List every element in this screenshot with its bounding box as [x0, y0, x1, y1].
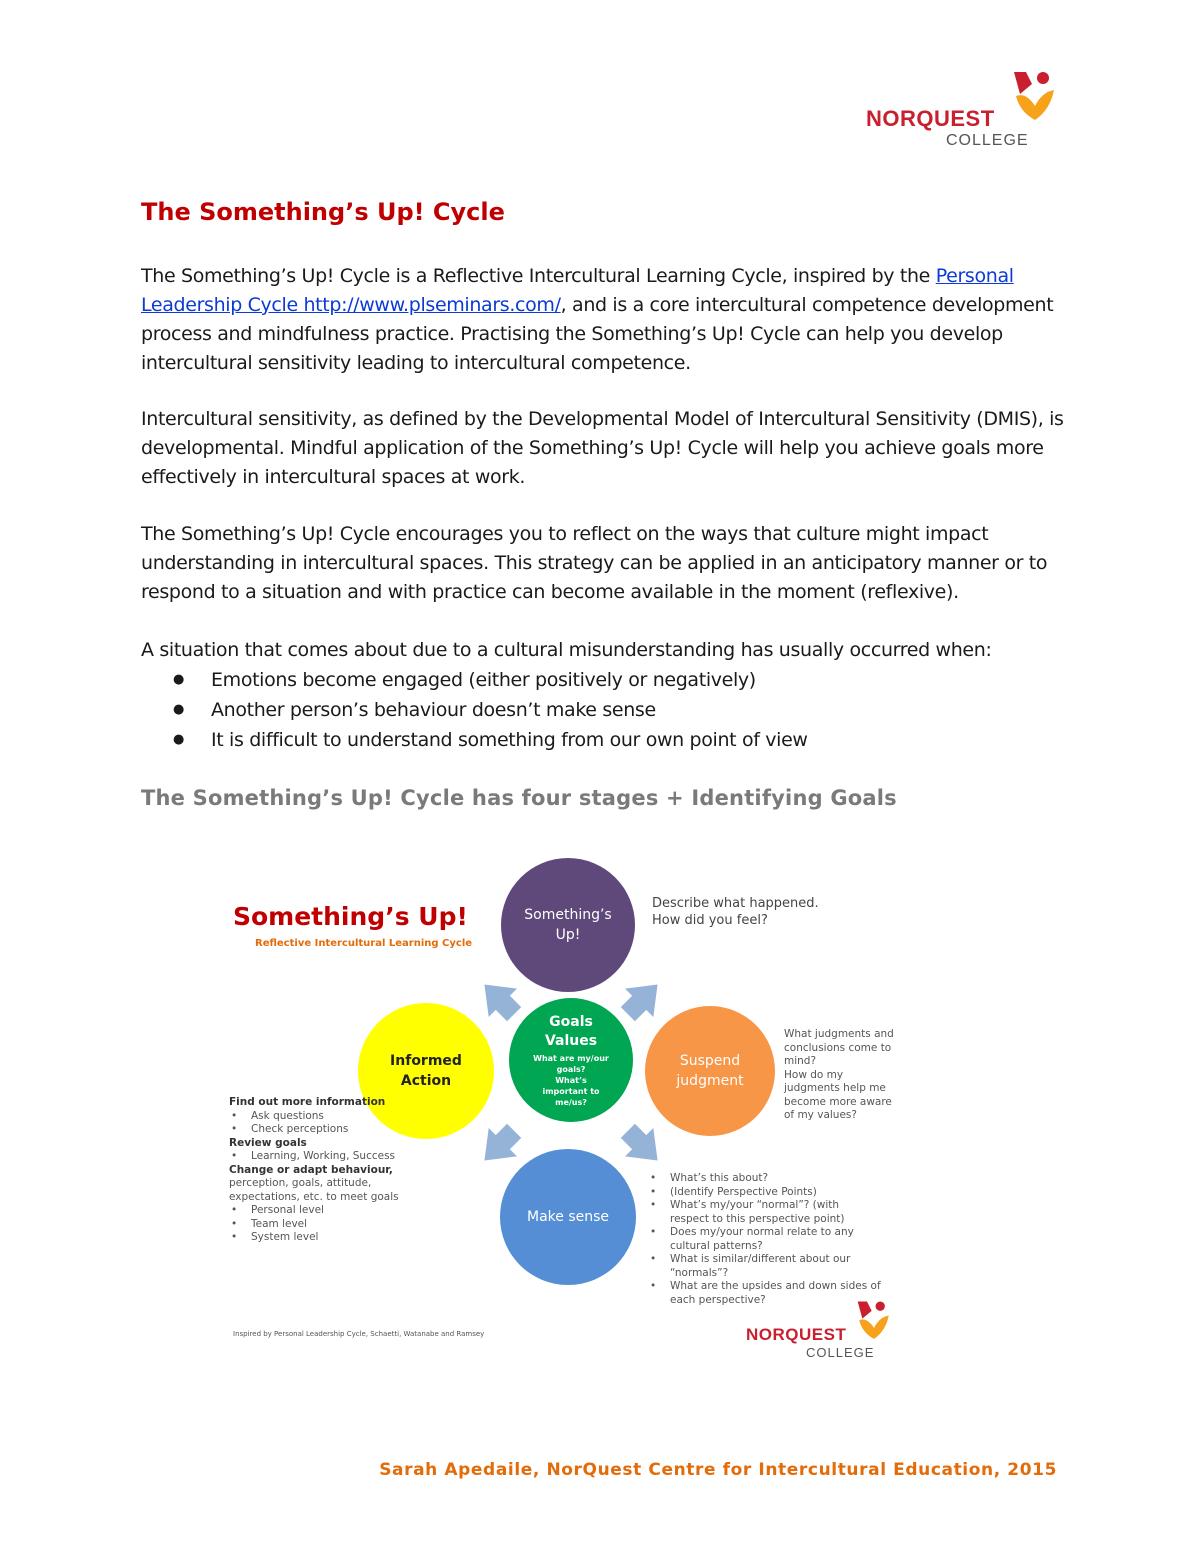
- norquest-logo: [866, 70, 1066, 150]
- stage-label: Suspend judgment: [676, 1053, 744, 1089]
- description-line: respect to this perspective point): [670, 1212, 845, 1225]
- description-line: • Learning, Working, Success: [229, 1150, 399, 1164]
- description-line: What judgments and: [784, 1028, 894, 1040]
- description-line: “normals”?: [670, 1266, 729, 1279]
- description-line: conclusions come to: [784, 1041, 892, 1054]
- arrow-icon: [614, 1117, 670, 1175]
- dmis-text: Intercultural sensitivity, as defined by the Developmental Model of Intercultural Sensitivity (DMIS), is developmental. Mindful application of the Something’s Up! Cycle will help you achieve goals more effectively in intercultural spaces at work.: [141, 408, 1064, 488]
- description-heading: Find out more information: [229, 1096, 386, 1108]
- center-line1: Goals: [549, 1013, 593, 1030]
- stages-heading: The Something’s Up! Cycle has four stages + Identifying Goals: [141, 786, 897, 810]
- description-heading: Review goals: [229, 1136, 307, 1149]
- arrow-icon: [470, 1117, 528, 1175]
- description-line: cultural patterns?: [670, 1239, 763, 1252]
- description-line: • Team level: [229, 1218, 399, 1232]
- description-line: perception, goals, attitude,: [229, 1177, 372, 1189]
- bottom-description: [648, 1172, 881, 1307]
- stage-make-sense: [500, 1149, 636, 1285]
- logo-sub: COLLEGE: [806, 1345, 875, 1360]
- list-item: ● It is difficult to understand something from our own point of view: [141, 725, 1071, 755]
- description-heading: Change or adapt behaviour,: [229, 1163, 393, 1176]
- paragraph-reflect: [141, 520, 1071, 607]
- description-line: • (Identify Perspective Points): [648, 1186, 881, 1200]
- diagram-title: Something’s Up!: [233, 902, 468, 931]
- intro-text-end: , and is a core intercultural competence development process and mindfulness practice. Practising the Something’s Up! Cycle can help you develop intercultural sensitivity leading to intercultural competence.: [141, 294, 1054, 374]
- description-line: • Does my/your normal relate to any: [648, 1226, 881, 1240]
- list-item: ● Another person’s behaviour doesn’t make sense: [141, 695, 1071, 725]
- description-line: • Check perceptions: [229, 1123, 399, 1137]
- logo-sub: COLLEGE: [946, 132, 1029, 149]
- description-line: • Personal level: [229, 1204, 399, 1218]
- description-line: • What’s my/your “normal”? (with: [648, 1199, 881, 1213]
- description-line: How do my: [784, 1068, 844, 1081]
- center-question: What’s important to me/us?: [542, 1075, 600, 1107]
- stage-label: Make sense: [526, 1209, 610, 1225]
- left-description: [229, 1096, 399, 1245]
- stage-label: Something’s Up!: [524, 907, 612, 943]
- page-title: The Something’s Up! Cycle: [141, 198, 505, 226]
- arrow-icon: [470, 970, 528, 1028]
- center-line2: Values: [544, 1032, 598, 1049]
- description-line: of my values?: [784, 1109, 857, 1121]
- arrow-icon: [614, 970, 670, 1028]
- reflect-text: The Something’s Up! Cycle encourages you to reflect on the ways that culture might impact understanding in intercultural spaces. This strategy can be applied in an anticipatory manner or to respond to a situation and with practice can become available in the moment (reflexive).: [141, 523, 1048, 603]
- logo-name: NORQUEST: [746, 1325, 847, 1344]
- right-description: [784, 1028, 894, 1123]
- center-question: What are my/our goals?: [533, 1053, 609, 1074]
- cycle-diagram: [0, 850, 1200, 1370]
- stage-label: Informed Action: [390, 1053, 462, 1089]
- diagram-logo: [746, 1300, 896, 1360]
- diagram-credit: Inspired by Personal Leadership Cycle, Schaetti, Watanabe and Ramsey: [233, 1330, 485, 1338]
- logo-mark-icon: [856, 1300, 892, 1342]
- description-line: Describe what happened.: [652, 896, 819, 911]
- situation-text: A situation that comes about due to a cultural misunderstanding has usually occurred when:: [141, 639, 992, 661]
- description-line: • What is similar/different about our: [648, 1253, 881, 1267]
- stage-goals-values: [509, 998, 633, 1122]
- description-line: become more aware: [784, 1095, 892, 1108]
- intro-text-start: The Something’s Up! Cycle is a Reflective Intercultural Learning Cycle, inspired by the: [141, 265, 936, 287]
- stage-suspend-judgment: [645, 1006, 775, 1136]
- description-line: judgments help me: [784, 1082, 886, 1094]
- logo-mark-icon: [1012, 70, 1058, 124]
- paragraph-situation: [141, 636, 1071, 755]
- bullet-list: [141, 665, 1071, 755]
- top-description: [652, 895, 819, 929]
- footer-credit: Sarah Apedaile, NorQuest Centre for Intercultural Education, 2015: [379, 1460, 1057, 1480]
- description-line: • System level: [229, 1231, 399, 1245]
- description-line: How did you feel?: [652, 913, 768, 928]
- description-line: expectations, etc. to meet goals: [229, 1190, 399, 1203]
- description-line: • What are the upsides and down sides of: [648, 1280, 881, 1294]
- description-line: • Ask questions: [229, 1110, 399, 1124]
- paragraph-dmis: [141, 405, 1071, 492]
- description-line: each perspective?: [670, 1293, 766, 1306]
- stage-somethings-up: [501, 858, 635, 992]
- logo-name: NORQUEST: [866, 106, 995, 131]
- list-item: ● Emotions become engaged (either positively or negatively): [141, 665, 1071, 695]
- paragraph-intro: [141, 262, 1071, 378]
- description-line: • What’s this about?: [648, 1172, 881, 1186]
- diagram-subtitle: Reflective Intercultural Learning Cycle: [255, 938, 473, 949]
- description-line: mind?: [784, 1055, 817, 1067]
- personal-leadership-link[interactable]: Personal Leadership Cycle http://www.plseminars.com/: [141, 265, 1014, 316]
